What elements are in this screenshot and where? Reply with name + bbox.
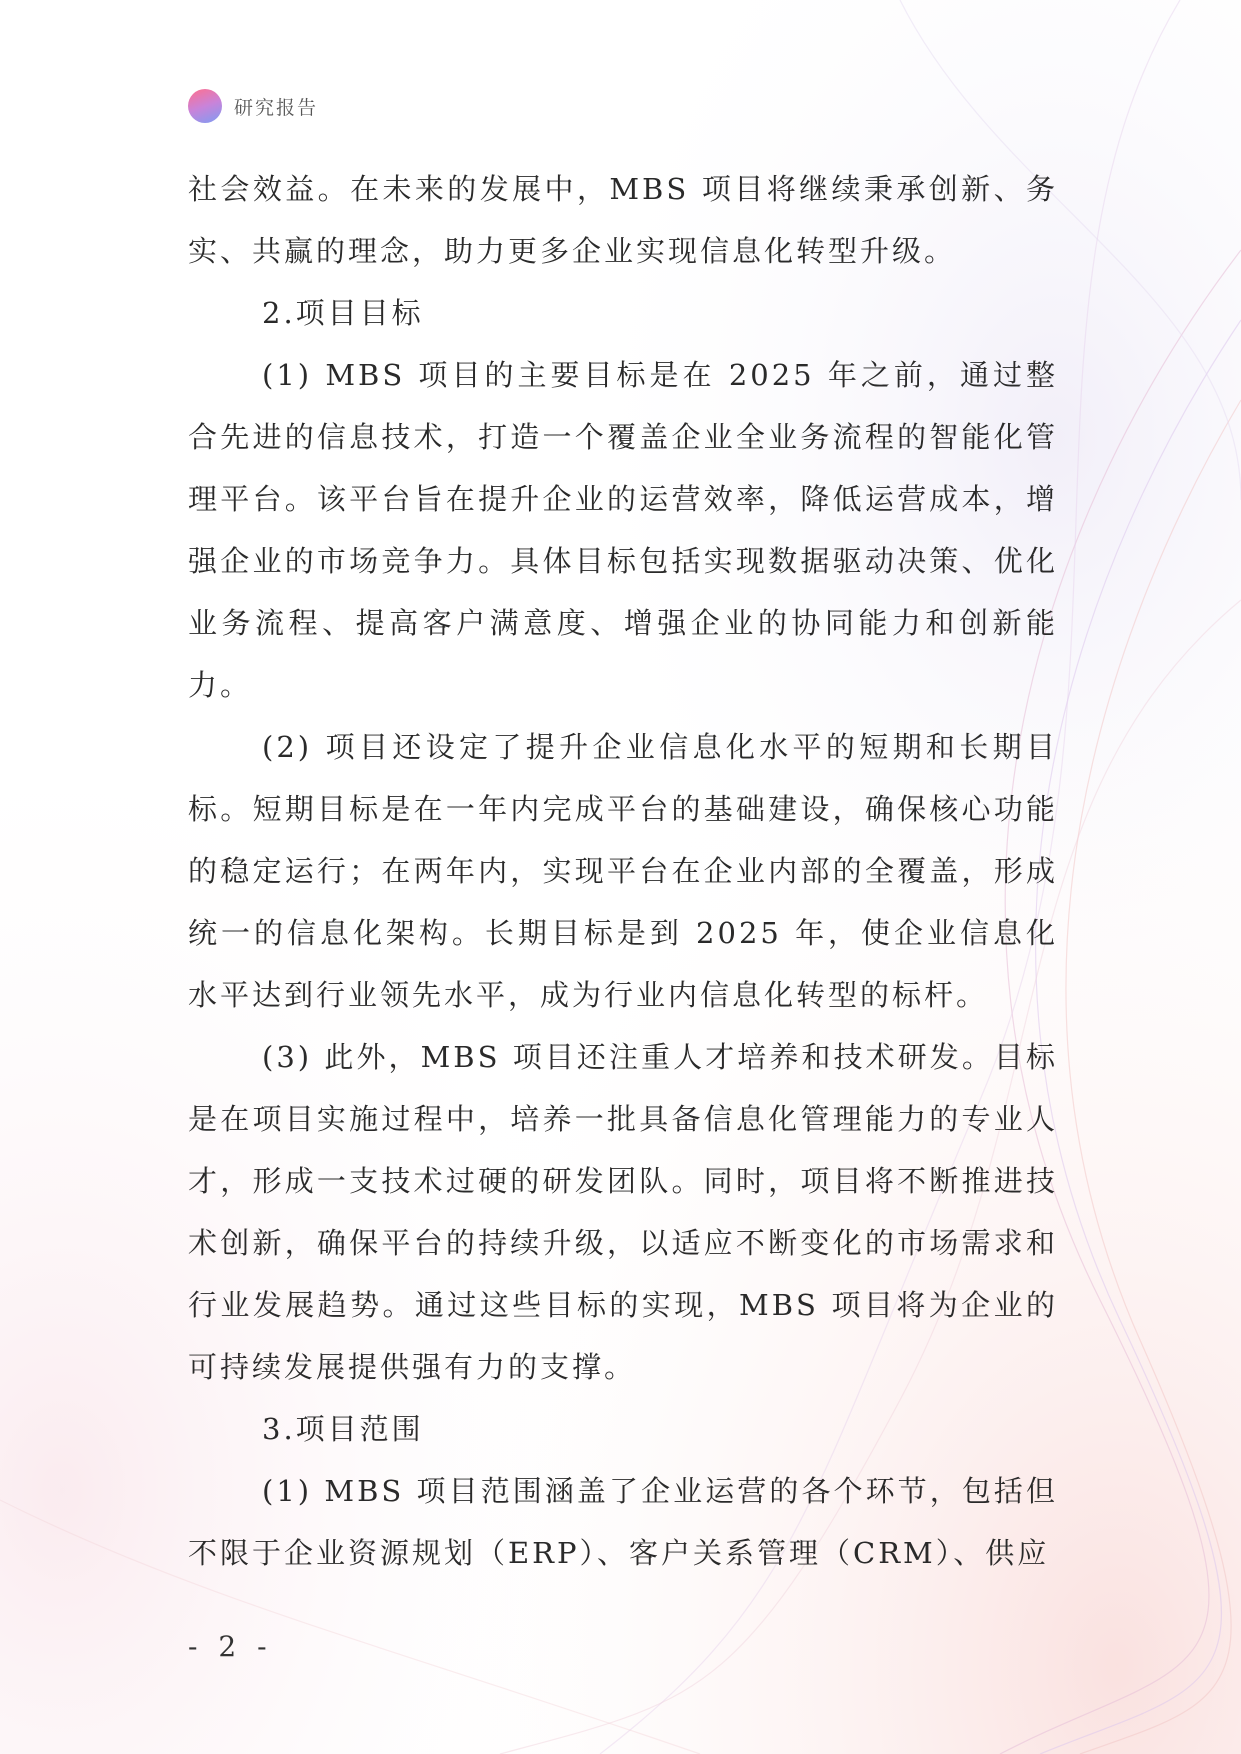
- paragraph-goal-2: (2) 项目还设定了提升企业信息化水平的短期和长期目标。短期目标是在一年内完成平台的基础建设，确保核心功能的稳定运行；在两年内，实现平台在企业内部的全覆盖，形成统一的信息化架构。长期目标是到 2025 年，使企业信息化水平达到行业领先水平，成为行业内信息化转型的标杆。: [188, 730, 1058, 1012]
- paragraph-scope-1: (1) MBS 项目范围涵盖了企业运营的各个环节，包括但不限于企业资源规划（ERP）、客户关系管理（CRM）、供应: [188, 1474, 1058, 1570]
- section-heading-goals: 2.项目目标: [262, 296, 424, 330]
- header-title: 研究报告: [234, 96, 319, 119]
- page-number: - 2 -: [188, 1630, 273, 1663]
- paragraph-continuation: 社会效益。在未来的发展中，MBS 项目将继续秉承创新、务实、共赢的理念，助力更多企业实现信息化转型升级。: [188, 172, 1058, 268]
- section-heading-scope: 3.项目范围: [262, 1412, 424, 1446]
- document-body: [188, 158, 1058, 1584]
- paragraph-goal-3: (3) 此外，MBS 项目还注重人才培养和技术研发。目标是在项目实施过程中，培养一批具备信息化管理能力的专业人才，形成一支技术过硬的研发团队。同时，项目将不断推进技术创新，确保平台的持续升级，以适应不断变化的市场需求和行业发展趋势。通过这些目标的实现，MBS 项目将为企业的可持续发展提供强有力的支撑。: [188, 1040, 1058, 1384]
- page-header: [188, 88, 318, 124]
- report-logo-icon: [188, 89, 222, 123]
- paragraph-goal-1: (1) MBS 项目的主要目标是在 2025 年之前，通过整合先进的信息技术，打造一个覆盖企业全业务流程的智能化管理平台。该平台旨在提升企业的运营效率，降低运营成本，增强企业的市场竞争力。具体目标包括实现数据驱动决策、优化业务流程、提高客户满意度、增强企业的协同能力和创新能力。: [188, 358, 1058, 702]
